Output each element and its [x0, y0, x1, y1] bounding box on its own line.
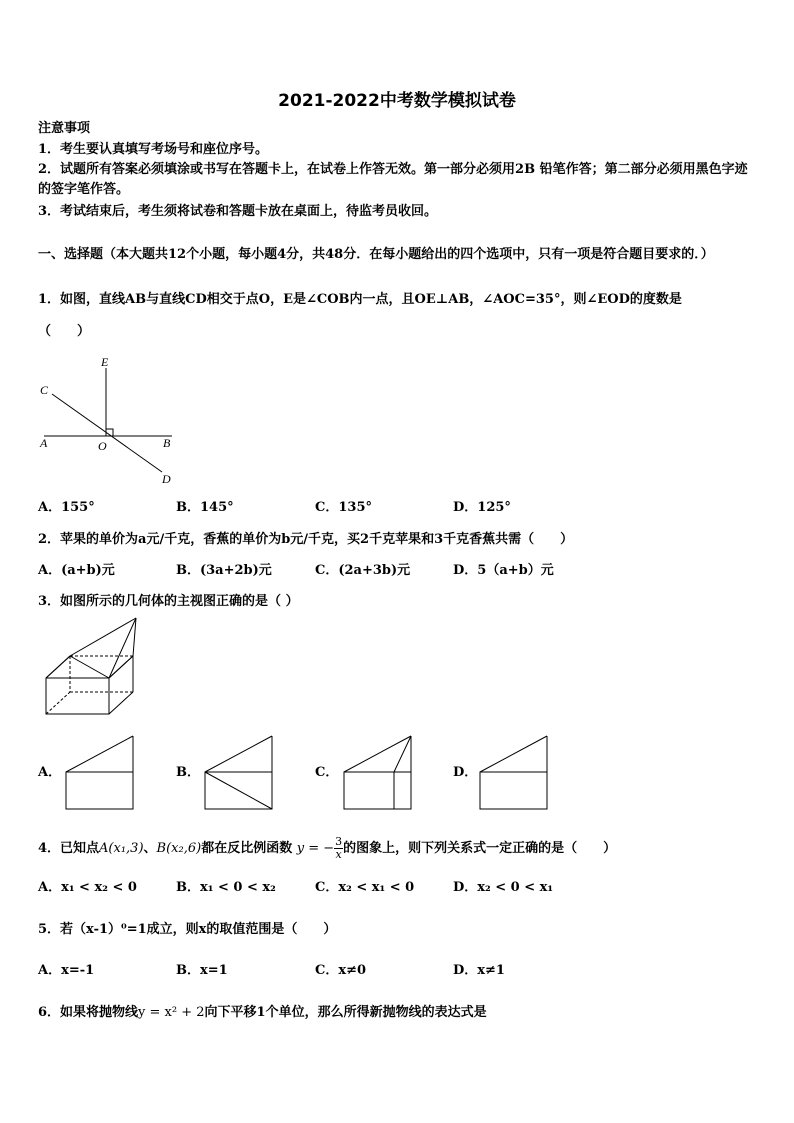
q3-option-a-figure[interactable] [64, 734, 136, 812]
q1-label-d: D [162, 472, 171, 486]
q4-sep: 、 [143, 841, 157, 856]
q4-stem-a: 4．已知点 [38, 841, 100, 856]
q1-paren: （ ） [38, 324, 91, 339]
q1-figure [34, 352, 184, 488]
q5-option-a[interactable]: A．x=-1 [38, 963, 95, 978]
q1-label-c: C [40, 383, 49, 397]
q5-option-c[interactable]: C．x≠0 [315, 963, 367, 978]
q4-fraction [334, 836, 343, 861]
q6-stem-a: 6．如果将抛物线 [38, 1005, 139, 1020]
notice-item-1: 1．考生要认真填写考场号和座位序号。 [38, 142, 269, 157]
q4-point-b: B(x₂,6) [156, 841, 202, 856]
notice-heading: 注意事项 [38, 121, 91, 136]
q1-option-b[interactable]: B．145° [176, 500, 234, 515]
q1-label-a: A [40, 436, 48, 450]
q1-option-a[interactable]: A．155° [38, 500, 95, 515]
q4-frac-den: x [335, 848, 342, 861]
q6-stem [38, 1003, 487, 1023]
q3-option-c-figure[interactable] [342, 734, 414, 812]
q4-stem [38, 836, 616, 861]
q6-stem-b: 向下平移1个单位，那么所得新抛物线的表达式是 [204, 1005, 487, 1020]
q2-option-c[interactable]: C．(2a+3b)元 [315, 563, 411, 578]
q5-option-b[interactable]: B．x=1 [176, 963, 228, 978]
q3-solid-figure [40, 614, 150, 718]
q4-func-lhs: y = − [296, 841, 335, 856]
q1-option-c[interactable]: C．135° [315, 500, 372, 515]
q3-option-a[interactable]: A． [38, 765, 62, 780]
q4-option-d[interactable]: D．x₂ < 0 < x₁ [453, 880, 554, 895]
notice-item-3: 3．考试结束后，考生须将试卷和答题卡放在桌面上，待监考员收回。 [38, 204, 438, 219]
q4-stem-c: 的图象上，则下列关系式一定正确的是（ ） [343, 841, 617, 856]
notice-item-2: 2．试题所有答案必须填涂或书写在答题卡上，在试卷上作答无效。第一部分必须用2B 铅笔作答；第二部分必须用黑色字迹的签字笔作答。 [38, 162, 748, 197]
q5-stem: 5．若（x-1）⁰=1成立，则x的取值范围是（ ） [38, 922, 337, 937]
q1-label-e: E [101, 355, 109, 369]
q3-option-c[interactable]: C． [315, 765, 339, 780]
q3-option-b[interactable]: B． [176, 765, 200, 780]
q4-option-b[interactable]: B．x₁ < 0 < x₂ [176, 880, 276, 895]
q3-option-b-figure[interactable] [203, 734, 275, 812]
q2-stem: 2．苹果的单价为a元/千克，香蕉的单价为b元/千克，买2千克苹果和3千克香蕉共需（ ） [38, 532, 574, 547]
q2-option-a[interactable]: A．(a+b)元 [38, 563, 115, 578]
q1-label-o: O [98, 439, 107, 453]
section-heading: 一、选择题（本大题共12个小题，每小题4分，共48分．在每小题给出的四个选项中，只有一项是符合题目要求的．） [38, 247, 714, 262]
q4-option-a[interactable]: A．x₁ < x₂ < 0 [38, 880, 137, 895]
q4-stem-b: 都在反比例函数 [201, 841, 293, 856]
q4-frac-num: 3 [335, 835, 343, 848]
q1-label-b: B [163, 436, 171, 450]
q2-option-d[interactable]: D．5（a+b）元 [453, 563, 554, 578]
exam-title: 2021-2022中考数学模拟试卷 [278, 91, 516, 111]
q3-option-d-figure[interactable] [478, 734, 550, 812]
q3-stem: 3．如图所示的几何体的主视图正确的是（ ） [38, 594, 299, 609]
q4-option-c[interactable]: C．x₂ < x₁ < 0 [315, 880, 415, 895]
q1-stem: 1．如图，直线AB与直线CD相交于点O，E是∠COB内一点，且OE⊥AB，∠AOC=35°，则∠EOD的度数是 [38, 292, 682, 307]
q6-function: y = x² + 2 [138, 1005, 205, 1020]
q3-option-d[interactable]: D． [453, 765, 478, 780]
q4-point-a: A(x₁,3) [99, 841, 144, 856]
q5-option-d[interactable]: D．x≠1 [453, 963, 505, 978]
q2-option-b[interactable]: B．(3a+2b)元 [176, 563, 272, 578]
q1-option-d[interactable]: D．125° [453, 500, 511, 515]
